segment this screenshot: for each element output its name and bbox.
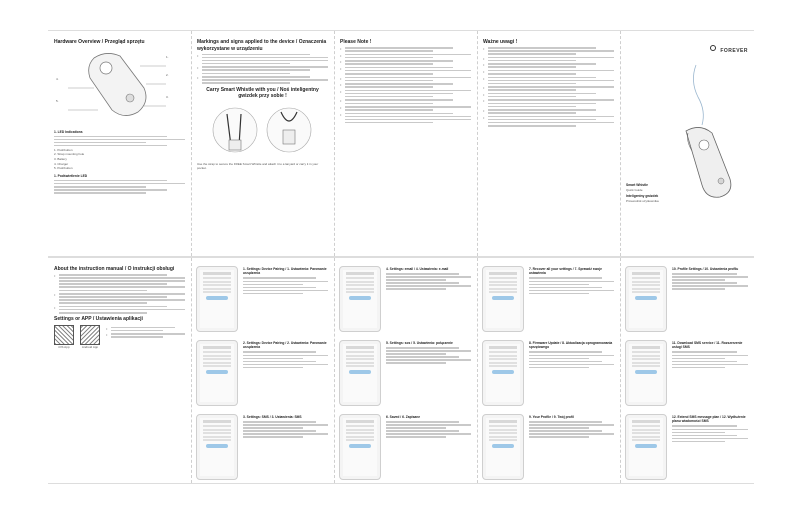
step-6 bbox=[334, 412, 477, 484]
panel-about-manual bbox=[48, 258, 191, 483]
step-3-title: 3. Settings: SMS / 3. Ustawienia: SMS bbox=[243, 415, 302, 419]
step-7-title: 7. Recover all your settings / 7. Sprawdź swoje ustawienia bbox=[529, 267, 602, 276]
step-5 bbox=[334, 338, 477, 410]
led-indications-heading: 1. LED Indications bbox=[54, 129, 83, 134]
step-2-screenshot bbox=[196, 340, 238, 406]
device-illustration bbox=[54, 48, 184, 126]
cover-device-illustration bbox=[626, 61, 748, 201]
step-11 bbox=[620, 338, 754, 410]
step-7-screenshot bbox=[482, 266, 524, 332]
ios-qr-icon bbox=[54, 325, 74, 345]
part-4: 4. Charger bbox=[54, 161, 69, 166]
step-9-screenshot bbox=[482, 414, 524, 480]
step-4 bbox=[334, 264, 477, 336]
product-name: Smart Whistle bbox=[626, 183, 648, 187]
ios-app-label: iOS App bbox=[58, 345, 70, 350]
step-12 bbox=[620, 412, 754, 484]
product-name-pl: Inteligentny gwizdek bbox=[626, 194, 659, 198]
markings-title: Markings and signs applied to the device / Oznaczenia wykorzystane w urządzeniu bbox=[197, 39, 327, 52]
quick-guide-sheet bbox=[48, 30, 754, 484]
step-9-title: 9. Your Profile / 9. Twój profil bbox=[529, 415, 574, 419]
important-notes-title: Ważne uwagi ! bbox=[483, 39, 518, 45]
step-10 bbox=[620, 264, 754, 336]
panel-please-note bbox=[334, 31, 477, 256]
step-1-title: 1. Settings: Device Pairing / 1. Ustawienia: Parowanie urządzenia bbox=[243, 267, 327, 276]
android-app-label: Android App bbox=[81, 345, 99, 350]
about-manual-title: About the instruction manual / O instrukcji obsługi bbox=[54, 266, 175, 272]
hardware-overview-title: Hardware Overview / Przegląd sprzętu bbox=[54, 39, 145, 45]
panel-important-notes bbox=[477, 31, 620, 256]
step-4-screenshot bbox=[339, 266, 381, 332]
step-1 bbox=[191, 264, 334, 336]
step-10-title: 10. Profile Settings / 10. Ustawienia profilu bbox=[672, 267, 739, 271]
step-5-screenshot bbox=[339, 340, 381, 406]
callout-1: 1. bbox=[166, 55, 169, 59]
android-qr-icon bbox=[80, 325, 100, 345]
step-12-title: 12. Extend SMS message plan / 12. Wydłużenie planu wiadomości SMS bbox=[672, 415, 746, 424]
step-5-title: 5. Settings: sos / 5. Ustawienia: połączenie bbox=[386, 341, 453, 345]
sheet-front bbox=[48, 30, 754, 257]
step-10-screenshot bbox=[625, 266, 667, 332]
step-2-title: 2. Settings: Device Pairing / 2. Ustawienia: Parowanie urządzenia bbox=[243, 341, 327, 350]
step-1-screenshot bbox=[196, 266, 238, 332]
step-4-title: 4. Settings: email / 4. Ustawienia: e-mail bbox=[386, 267, 449, 271]
step-8 bbox=[477, 338, 620, 410]
part-3: 3. Battery bbox=[54, 157, 67, 162]
step-9 bbox=[477, 412, 620, 484]
panel-hardware-overview bbox=[48, 31, 191, 256]
carry-whistle-title: Carry Smart Whistle with you / Noś inteligentny gwizdek przy sobie ! bbox=[206, 86, 319, 100]
step-12-screenshot bbox=[625, 414, 667, 480]
quick-guide-label-pl: Przewodnik użytkownika bbox=[626, 199, 659, 203]
brand-logo: FOREVER bbox=[626, 39, 748, 57]
callout-2: 2. bbox=[166, 73, 169, 77]
step-7 bbox=[477, 264, 620, 336]
step-3 bbox=[191, 412, 334, 484]
step-2 bbox=[191, 338, 334, 410]
callout-3: 3. bbox=[166, 95, 169, 99]
please-note-title: Please Note ! bbox=[340, 39, 372, 45]
step-8-title: 8. Firmware Update / 8. Aktualizacja oprogramowania sprzętowego bbox=[529, 341, 613, 350]
led-heading-pl: 1. Podświetlenie LED bbox=[54, 173, 88, 178]
brand-mark-icon bbox=[710, 45, 716, 51]
part-5: 5. Pushbutton bbox=[54, 166, 73, 171]
step-11-screenshot bbox=[625, 340, 667, 406]
lanyard-caption: Use the strap to secure the FREE Smart Whistle and attach it to a lanyard or carry it in your pocket. bbox=[197, 161, 319, 171]
step-6-title: 6. Saved / 6. Zapisane bbox=[386, 415, 421, 419]
step-3-screenshot bbox=[196, 414, 238, 480]
step-11-title: 11. Download SMS service / 11. Rozszerzenie usługi SMS bbox=[672, 341, 743, 350]
lanyard-illustration bbox=[197, 100, 327, 162]
callout-4: 4. bbox=[56, 77, 59, 81]
panel-cover bbox=[620, 31, 754, 256]
step-6-screenshot bbox=[339, 414, 381, 480]
callout-5: 5. bbox=[56, 99, 59, 103]
part-2: 2. Strap mounting hole bbox=[54, 152, 85, 157]
part-1: 1. Pushbutton bbox=[54, 147, 73, 152]
step-8-screenshot bbox=[482, 340, 524, 406]
quick-guide-label: Quick Guide bbox=[626, 188, 643, 192]
sheet-back bbox=[48, 257, 754, 484]
panel-markings bbox=[191, 31, 334, 256]
settings-app-title: Settings or APP / Ustawienia aplikacji bbox=[54, 315, 143, 322]
